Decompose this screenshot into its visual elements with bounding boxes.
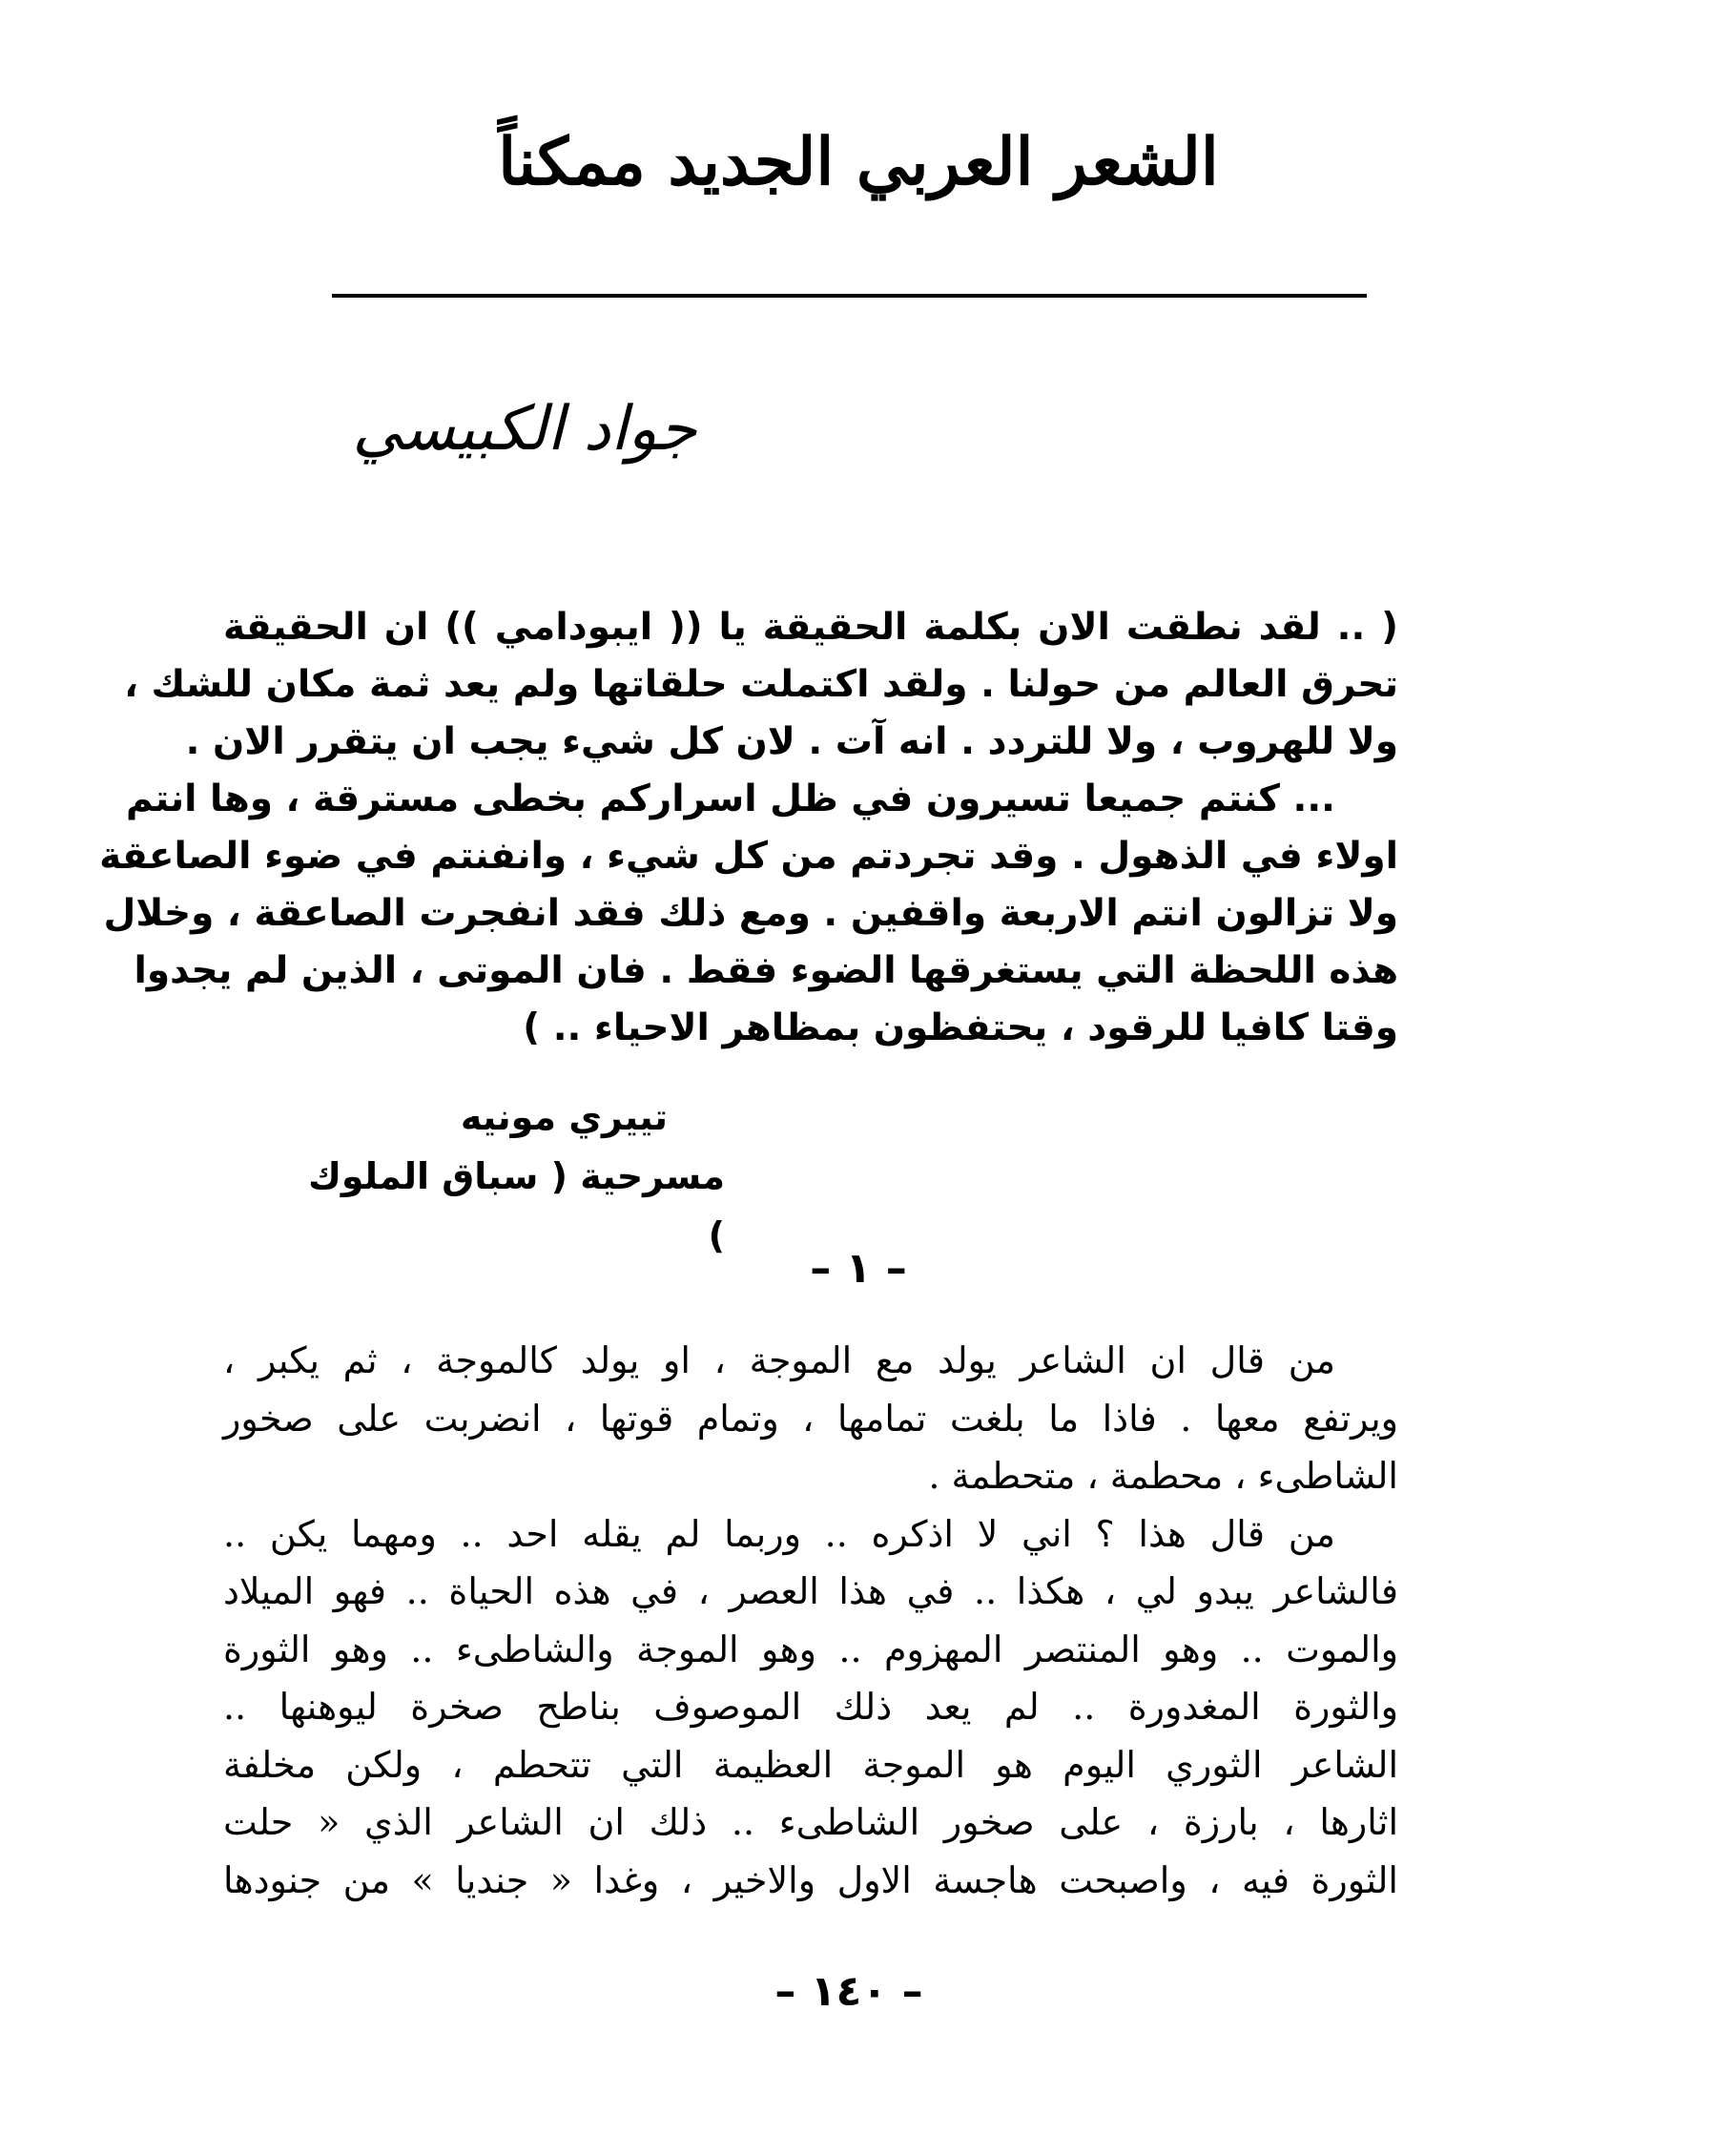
epigraph-line: ولا تزالون انتم الاربعة واقفين . ومع ذلك فقد انفجرت الصاعقة ، وخلال bbox=[103, 892, 1398, 935]
body-line: ويرتفع معها . فاذا ما بلغت تمامها ، وتمام قوتها ، انضربت على صخور bbox=[223, 1397, 1398, 1440]
page-number: – ١٤٠ – bbox=[774, 1967, 923, 2016]
epigraph-attribution bbox=[286, 1088, 725, 1265]
body-line: من قال ان الشاعر يولد مع الموجة ، او يولد كالموجة ، ثم يكبر ، bbox=[223, 1339, 1335, 1381]
body-line: الشاطىء ، محطمة ، متحطمة . bbox=[928, 1455, 1398, 1497]
author-signature: جواد الكبيسي bbox=[352, 394, 697, 465]
epigraph-quote bbox=[99, 599, 1398, 1057]
epigraph-line: هذه اللحظة التي يستغرقها الضوء فقط . فان الموتى ، الذين لم يجدوا bbox=[134, 949, 1398, 992]
section-number: – ١ – bbox=[810, 1244, 907, 1293]
body-line: الشاعر الثوري اليوم هو الموجة العظيمة التي تتحطم ، ولكن مخلفة bbox=[223, 1743, 1398, 1786]
epigraph-line: ... كنتم جميعا تسيرون في ظل اسراركم بخطى مسترقة ، وها انتم bbox=[125, 777, 1335, 820]
body-line: الثورة فيه ، واصبحت هاجسة الاول والاخير ، وغدا « جنديا » من جنودها bbox=[223, 1858, 1398, 1901]
body-paragraphs bbox=[223, 1332, 1398, 1909]
attribution-source: مسرحية ( سباق الملوك ) bbox=[308, 1155, 725, 1256]
title-divider bbox=[332, 294, 1367, 298]
body-line: والثورة المغدورة .. لم يعد ذلك الموصوف بناطح صخرة ليوهنها .. bbox=[223, 1686, 1398, 1728]
body-line: فالشاعر يبدو لي ، هكذا .. في هذا العصر ، في هذه الحياة .. فهو الميلاد bbox=[223, 1570, 1398, 1612]
attribution-author: تييري مونيه bbox=[460, 1096, 668, 1138]
body-line: اثارها ، بارزة ، على صخور الشاطىء .. ذلك ان الشاعر الذي « حلت bbox=[223, 1801, 1398, 1843]
epigraph-line: ( .. لقد نطقت الان بكلمة الحقيقة يا (( ايبودامي )) ان الحقيقة bbox=[223, 606, 1398, 649]
epigraph-line: اولاء في الذهول . وقد تجردتم من كل شيء ، وانفنتم في ضوء الصاعقة bbox=[99, 835, 1398, 878]
epigraph-line: ولا للهروب ، ولا للتردد . انه آت . لان كل شيء يجب ان يتقرر الان . bbox=[185, 720, 1398, 763]
body-line: من قال هذا ؟ اني لا اذكره .. وربما لم يقله احد .. ومهما يكن .. bbox=[223, 1512, 1335, 1555]
article-title: الشعر العربي الجديد ممكناً bbox=[498, 124, 1219, 200]
epigraph-line: وقتا كافيا للرقود ، يحتفظون بمظاهر الاحياء .. ) bbox=[523, 1006, 1398, 1049]
epigraph-line: تحرق العالم من حولنا . ولقد اكتملت حلقاتها ولم يعد ثمة مكان للشك ، bbox=[124, 663, 1398, 706]
body-line: والموت .. وهو المنتصر المهزوم .. وهو الموجة والشاطىء .. وهو الثورة bbox=[223, 1627, 1398, 1670]
